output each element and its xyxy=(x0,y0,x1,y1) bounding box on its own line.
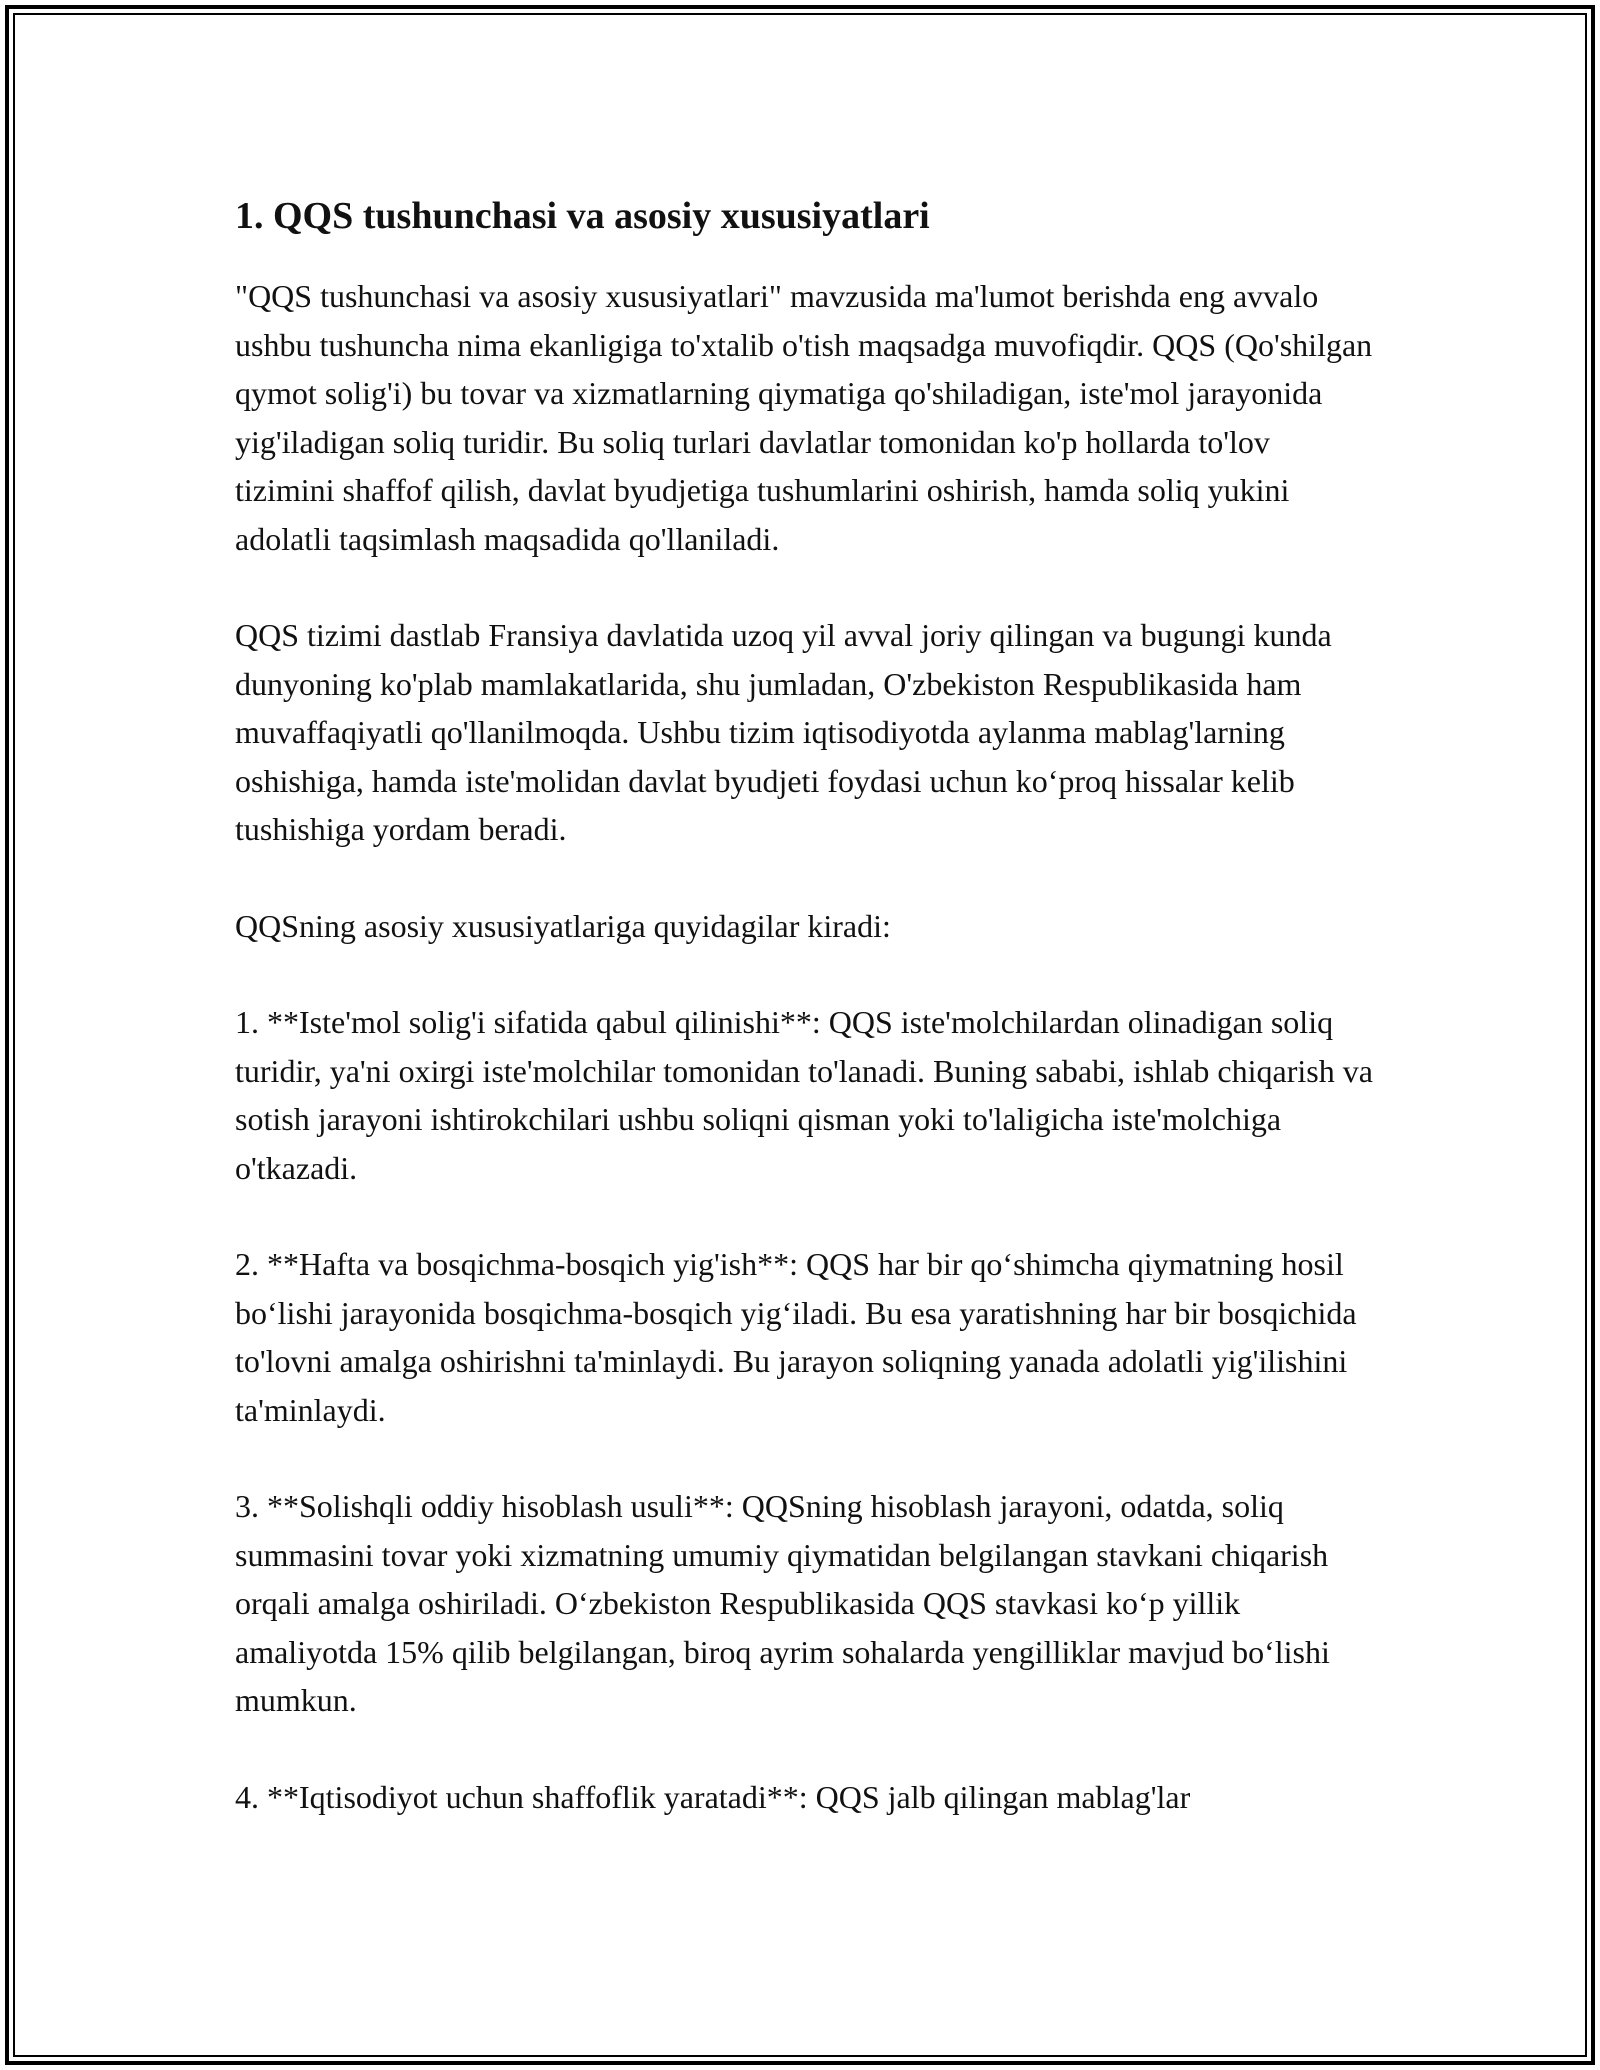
list-item-feature-1: 1. **Iste'mol solig'i sifatida qabul qilinishi**: QQS iste'molchilardan olinadigan soliq turidir, ya'ni oxirgi iste'molchilar tomonidan to'lanadi. Buning sababi, ishlab chiqarish va sotish jarayoni ishtirokchilari ushbu soliqni qisman yoki to'laligicha iste'molchiga o'tkazadi. xyxy=(235,1004,1373,1186)
paragraph-definition: "QQS tushunchasi va asosiy xususiyatlari" mavzusida ma'lumot berishda eng avvalo ushbu tushuncha nima ekanligiga to'xtalib o'tish maqsadga muvofiqdir. QQS (Qo'shilgan qymot solig'i) bu tovar va xizmatlarning qiymatiga qo'shiladigan, iste'mol jarayonida yig'iladigan soliq turidir. Bu soliq turlari davlatlar tomonidan ko'p hollarda to'lov tizimini shaffof qilish, davlat byudjetiga tushumlarini oshirish, hamda soliq yukini adolatli taqsimlash maqsadida qo'llaniladi. xyxy=(235,278,1373,557)
section-title: 1. QQS tushunchasi va asosiy xususiyatlari xyxy=(235,195,930,237)
document-body xyxy=(235,188,1375,1821)
list-item-feature-4: 4. **Iqtisodiyot uchun shaffoflik yaratadi**: QQS jalb qilingan mablag'lar xyxy=(235,1778,1191,1815)
list-item-feature-2: 2. **Hafta va bosqichma-bosqich yig'ish**: QQS har bir qo‘shimcha qiymatning hosil bo‘lishi jarayonida bosqichma-bosqich yig‘iladi. Bu esa yaratishning har bir bosqichida to'lovni amalga oshirishni ta'minlaydi. Bu jarayon soliqning yanada adolatli yig'ilishini ta'minlaydi. xyxy=(235,1246,1357,1428)
paragraph-features-intro: QQSning asosiy xususiyatlariga quyidagilar kiradi: xyxy=(235,907,891,944)
list-item-feature-3: 3. **Solishqli oddiy hisoblash usuli**: QQSning hisoblash jarayoni, odatda, soliq summasini tovar yoki xizmatning umumiy qiymatidan belgilangan stavkani chiqarish orqali amalga oshiriladi. O‘zbekiston Respublikasida QQS stavkasi ko‘p yillik amaliyotda 15% qilib belgilangan, biroq ayrim sohalarda yengilliklar mavjud bo‘lishi mumkun. xyxy=(235,1488,1330,1718)
paragraph-history: QQS tizimi dastlab Fransiya davlatida uzoq yil avval joriy qilingan va bugungi kunda dunyoning ko'plab mamlakatlarida, shu jumladan, O'zbekiston Respublikasida ham muvaffaqiyatli qo'llanilmoqda. Ushbu tizim iqtisodiyotda aylanma mablag'larning oshishiga, hamda iste'molidan davlat byudjeti foydasi uchun ko‘proq hissalar kelib tushishiga yordam beradi. xyxy=(235,617,1332,847)
